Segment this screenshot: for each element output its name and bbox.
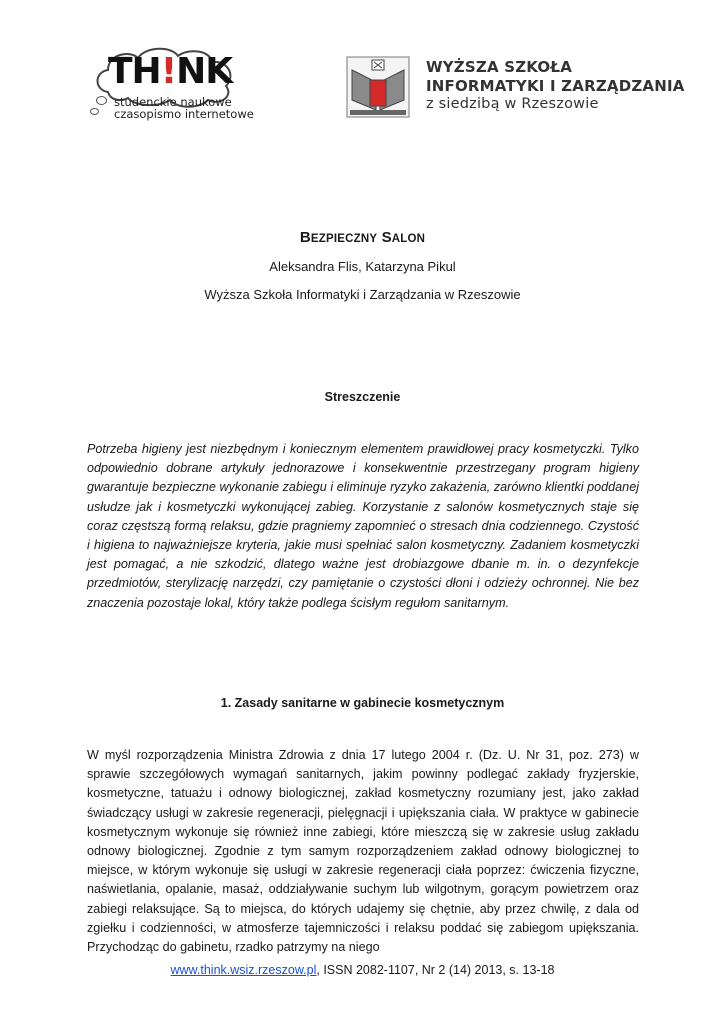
abstract-heading: Streszczenie — [324, 390, 401, 404]
think-subtitle-line1: studenckie naukowe — [114, 95, 232, 109]
university-emblem-icon — [346, 56, 410, 118]
journal-link[interactable]: www.think.wsiz.rzeszow.pl — [170, 963, 317, 977]
think-subtitle-line2: czasopismo internetowe — [114, 107, 254, 121]
footer-citation: , ISSN 2082-1107, Nr 2 (14) 2013, s. 13-18 — [316, 963, 555, 977]
article-affiliation: Wyższa Szkoła Informatyki i Zarządzania w Rzeszowie — [204, 287, 521, 302]
think-wordmark: TH!NK — [108, 51, 233, 92]
university-logo — [346, 54, 685, 120]
article-title: BEZPIECZNY SALON — [299, 229, 426, 246]
abstract-text: Potrzeba higieny jest niezbędnym i koniecznym elementem prawidłowej pracy kosmetyczki. Tylko odpowiednio dobrane artykuły jednorazowe i konsekwentnie przestrzegany program higieny gwarantuje bezpieczne wykonanie zabiegu i eliminuje ryzyko zakażenia, zarówno klientki poddanej usłudze jak i kosmetyczki wykonującej zabieg. Korzystanie z salonów kosmetycznych staje się coraz częstszą formą relaksu, gdzie pragniemy zapomnieć o stresach dnia codziennego. Czystość i higiena to najważniejsze kryteria, jakie musi spełniać salon kosmetyczny. Zadaniem kosmetyczki jest pomagać, a nie szkodzić, dlatego ważne jest drobiazgowe dbanie m. in. o dezynfekcje przedmiotów, sterylizację narzędzi, czy pamiętanie o czystości dłoni i odzieży ochronnej. Nie bez znaczenia pozostaje lokal, który także podlega ścisłym regułom sanitarnym. — [87, 442, 639, 610]
body-paragraph: W myśl rozporządzenia Ministra Zdrowia z dnia 17 lutego 2004 r. (Dz. U. Nr 31, poz. 273) w sprawie szczegółowych wymagań sanitarnych, jakim powinny podlegać zakłady fryzjerskie, kosmetyczne, tatuażu i odnowy biologicznej, zakład kosmetyczny rozumiany jest, jako zakład świadczący usługi w zakresie regeneracji, pielęgnacji i upiększania ciała. W praktyce w gabinecie kosmetycznym wykonuje się również inne zabiegi, które mieszczą się w zakresie usług zakładu odnowy biologicznej. Zgodnie z tym samym rozporządzeniem zakład odnowy biologicznej to miejsce, w którym wykonuje się usługi w zakresie regeneracji ciała poprzez: ćwiczenia fizyczne, naświetlania, opalanie, masaż, oddziaływanie suchym lub wilgotnym, gorącym powietrzem oraz zabiegi relaksujące. Są to miejsca, do których udajemy się chętnie, aby przez chwilę, z dala od zgiełku i codzienności, w atmosferze tajemniczości i relaksu poddać się zabiegom upiększania. Przychodząc do gabinetu, rzadko patrzymy na niego — [87, 748, 639, 955]
article-authors: Aleksandra Flis, Katarzyna Pikul — [269, 259, 456, 274]
think-logo — [86, 44, 256, 124]
university-name-line3: z siedzibą w Rzeszowie — [426, 96, 599, 112]
page-footer — [0, 963, 725, 977]
university-name-line1: WYŻSZA SZKOŁA — [426, 58, 573, 76]
university-name-line2: INFORMATYKI I ZARZĄDZANIA — [426, 77, 685, 95]
thought-bubble-icon — [96, 96, 107, 105]
thought-bubble-small-icon — [90, 108, 99, 115]
section-heading: 1. Zasady sanitarne w gabinecie kosmetycznym — [220, 696, 505, 710]
